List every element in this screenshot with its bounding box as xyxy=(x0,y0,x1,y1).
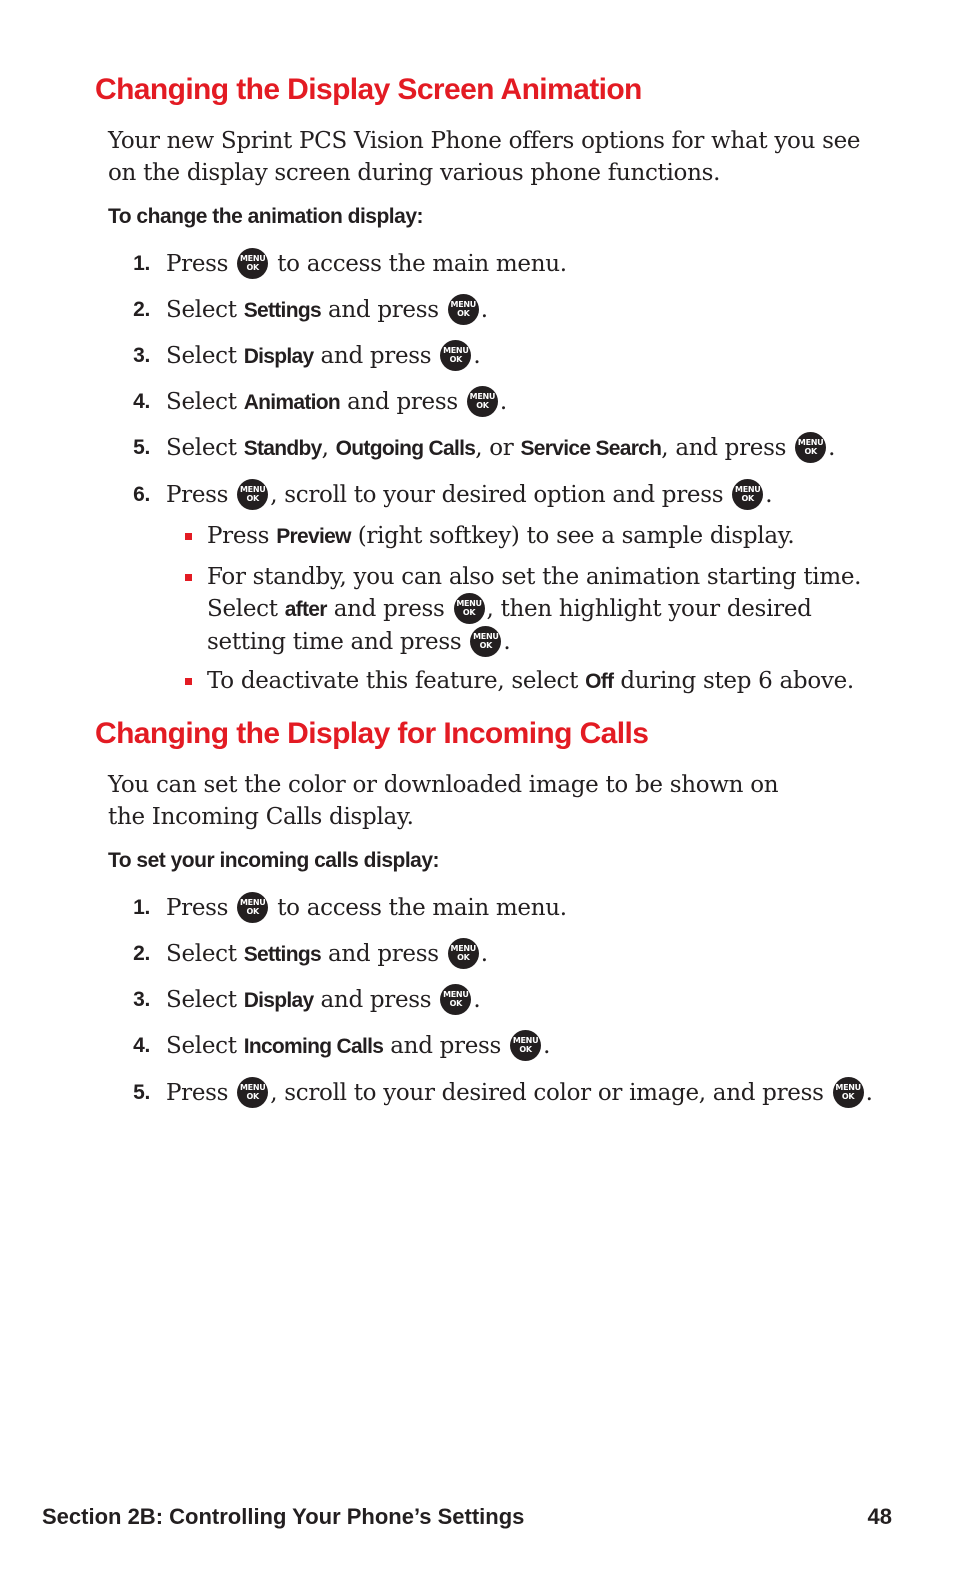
bullet-marker xyxy=(185,678,192,685)
step-number: 2. xyxy=(133,942,150,965)
bullet-standby-time xyxy=(185,561,875,659)
bullet-text: during step 6 above. xyxy=(620,668,854,694)
menu-ok-key-icon: MENU OK xyxy=(448,938,479,969)
step-text: . xyxy=(473,987,481,1013)
bullet-text: (right softkey) to see a sample display. xyxy=(357,523,795,549)
step-3 xyxy=(120,339,880,373)
section-intro-animation: Your new Sprint PCS Vision Phone offers options for what you see on the display screen during various phone functions. xyxy=(108,128,861,186)
step-text: and press xyxy=(320,987,432,1013)
menu-option-settings: Settings xyxy=(243,943,321,966)
step-number: 4. xyxy=(133,390,150,413)
menu-option-outgoing-calls: Outgoing Calls xyxy=(335,437,476,460)
menu-option-standby: Standby xyxy=(243,437,322,460)
step-3 xyxy=(120,983,880,1017)
menu-ok-key-icon: MENU OK xyxy=(237,892,268,923)
step-number: 5. xyxy=(133,436,150,459)
bullet-text: Press xyxy=(207,523,270,549)
step-text: , and press xyxy=(661,435,787,461)
menu-option-off: Off xyxy=(585,670,614,693)
menu-option-display: Display xyxy=(243,345,314,368)
step-2 xyxy=(120,937,880,971)
step-text: , scroll to your desired option and press xyxy=(270,482,724,508)
menu-ok-key-icon: MENU OK xyxy=(510,1030,541,1061)
menu-ok-key-icon: MENU OK xyxy=(448,294,479,325)
menu-option-incoming-calls: Incoming Calls xyxy=(243,1035,384,1058)
step-number: 6. xyxy=(133,483,150,506)
step-4 xyxy=(120,1029,880,1063)
bullet-text: , then highlight your desired setting time and press xyxy=(207,596,812,655)
procedure-lead-animation: To change the animation display: xyxy=(108,205,423,228)
section-title-incoming-calls: Changing the Display for Incoming Calls xyxy=(95,717,649,750)
section-title-animation: Changing the Display Screen Animation xyxy=(95,73,642,106)
bullet-deactivate xyxy=(185,665,875,698)
step-text: to access the main menu. xyxy=(277,895,567,921)
step-2 xyxy=(120,293,880,327)
menu-ok-key-icon: MENU OK xyxy=(237,1077,268,1108)
step-text: Press xyxy=(166,895,229,921)
menu-option-settings: Settings xyxy=(243,299,321,322)
bullet-text: and press xyxy=(333,596,445,622)
step-number: 1. xyxy=(133,896,150,919)
step-number: 3. xyxy=(133,988,150,1011)
bullet-text: To deactivate this feature, select xyxy=(207,668,579,694)
step-text: Select xyxy=(166,987,237,1013)
step-text: Select xyxy=(166,343,237,369)
step-text: to access the main menu. xyxy=(277,251,567,277)
menu-ok-key-icon: MENU OK xyxy=(237,248,268,279)
bullet-preview xyxy=(185,520,875,553)
step-text: Select xyxy=(166,435,237,461)
bullet-text: For standby, you can also set the animation starting time. Select xyxy=(207,564,862,622)
step-text: , or xyxy=(475,435,514,461)
step-text: Press xyxy=(166,1080,229,1106)
step-text: . xyxy=(499,389,507,415)
procedure-lead-incoming-calls: To set your incoming calls display: xyxy=(108,849,440,872)
step-4 xyxy=(120,385,880,419)
menu-ok-key-icon: MENU OK xyxy=(470,626,501,657)
step-5 xyxy=(120,1076,880,1110)
step-text: Press xyxy=(166,251,229,277)
step-text: . xyxy=(473,343,481,369)
step-text: Select xyxy=(166,297,237,323)
menu-ok-key-icon: MENU OK xyxy=(833,1077,864,1108)
step-text: and press xyxy=(320,343,432,369)
step-text: and press xyxy=(390,1033,502,1059)
menu-ok-key-icon: MENU OK xyxy=(237,479,268,510)
step-text: Press xyxy=(166,482,229,508)
step-text: . xyxy=(828,435,836,461)
step-number: 1. xyxy=(133,252,150,275)
step-number: 5. xyxy=(133,1081,150,1104)
step-5 xyxy=(120,431,880,465)
menu-ok-key-icon: MENU OK xyxy=(440,984,471,1015)
step-text: and press xyxy=(327,941,439,967)
step-text: Select xyxy=(166,1033,237,1059)
menu-ok-key-icon: MENU OK xyxy=(467,386,498,417)
menu-option-animation: Animation xyxy=(243,391,341,414)
bullet-marker xyxy=(185,533,192,540)
menu-option-service-search: Service Search xyxy=(520,437,662,460)
step-text: , scroll to your desired color or image, and press xyxy=(270,1080,824,1106)
step-number: 2. xyxy=(133,298,150,321)
step-text: , xyxy=(321,435,329,461)
section-intro-incoming-calls: You can set the color or downloaded image to be shown on the Incoming Calls display. xyxy=(108,772,779,830)
menu-ok-key-icon: MENU OK xyxy=(440,340,471,371)
step-text: . xyxy=(480,297,488,323)
bullet-text: . xyxy=(503,629,511,655)
step-text: . xyxy=(865,1080,873,1106)
step-text: . xyxy=(480,941,488,967)
step-text: and press xyxy=(327,297,439,323)
step-text: Select xyxy=(166,941,237,967)
step-text: . xyxy=(765,482,773,508)
footer-page-number: 48 xyxy=(867,1504,892,1529)
softkey-preview: Preview xyxy=(276,525,351,548)
step-1 xyxy=(120,247,880,281)
footer-section-title: Section 2B: Controlling Your Phone’s Settings xyxy=(42,1504,525,1529)
step-number: 4. xyxy=(133,1034,150,1057)
menu-ok-key-icon: MENU OK xyxy=(454,593,485,624)
step-text: Select xyxy=(166,389,237,415)
bullet-marker xyxy=(185,574,192,581)
menu-ok-key-icon: MENU OK xyxy=(795,432,826,463)
step-6 xyxy=(120,478,880,512)
step-text: and press xyxy=(347,389,458,415)
menu-ok-key-icon: MENU OK xyxy=(732,479,763,510)
menu-option-after: after xyxy=(284,598,327,621)
step-number: 3. xyxy=(133,344,150,367)
step-text: . xyxy=(543,1033,551,1059)
step-1 xyxy=(120,891,880,925)
menu-option-display: Display xyxy=(243,989,314,1012)
